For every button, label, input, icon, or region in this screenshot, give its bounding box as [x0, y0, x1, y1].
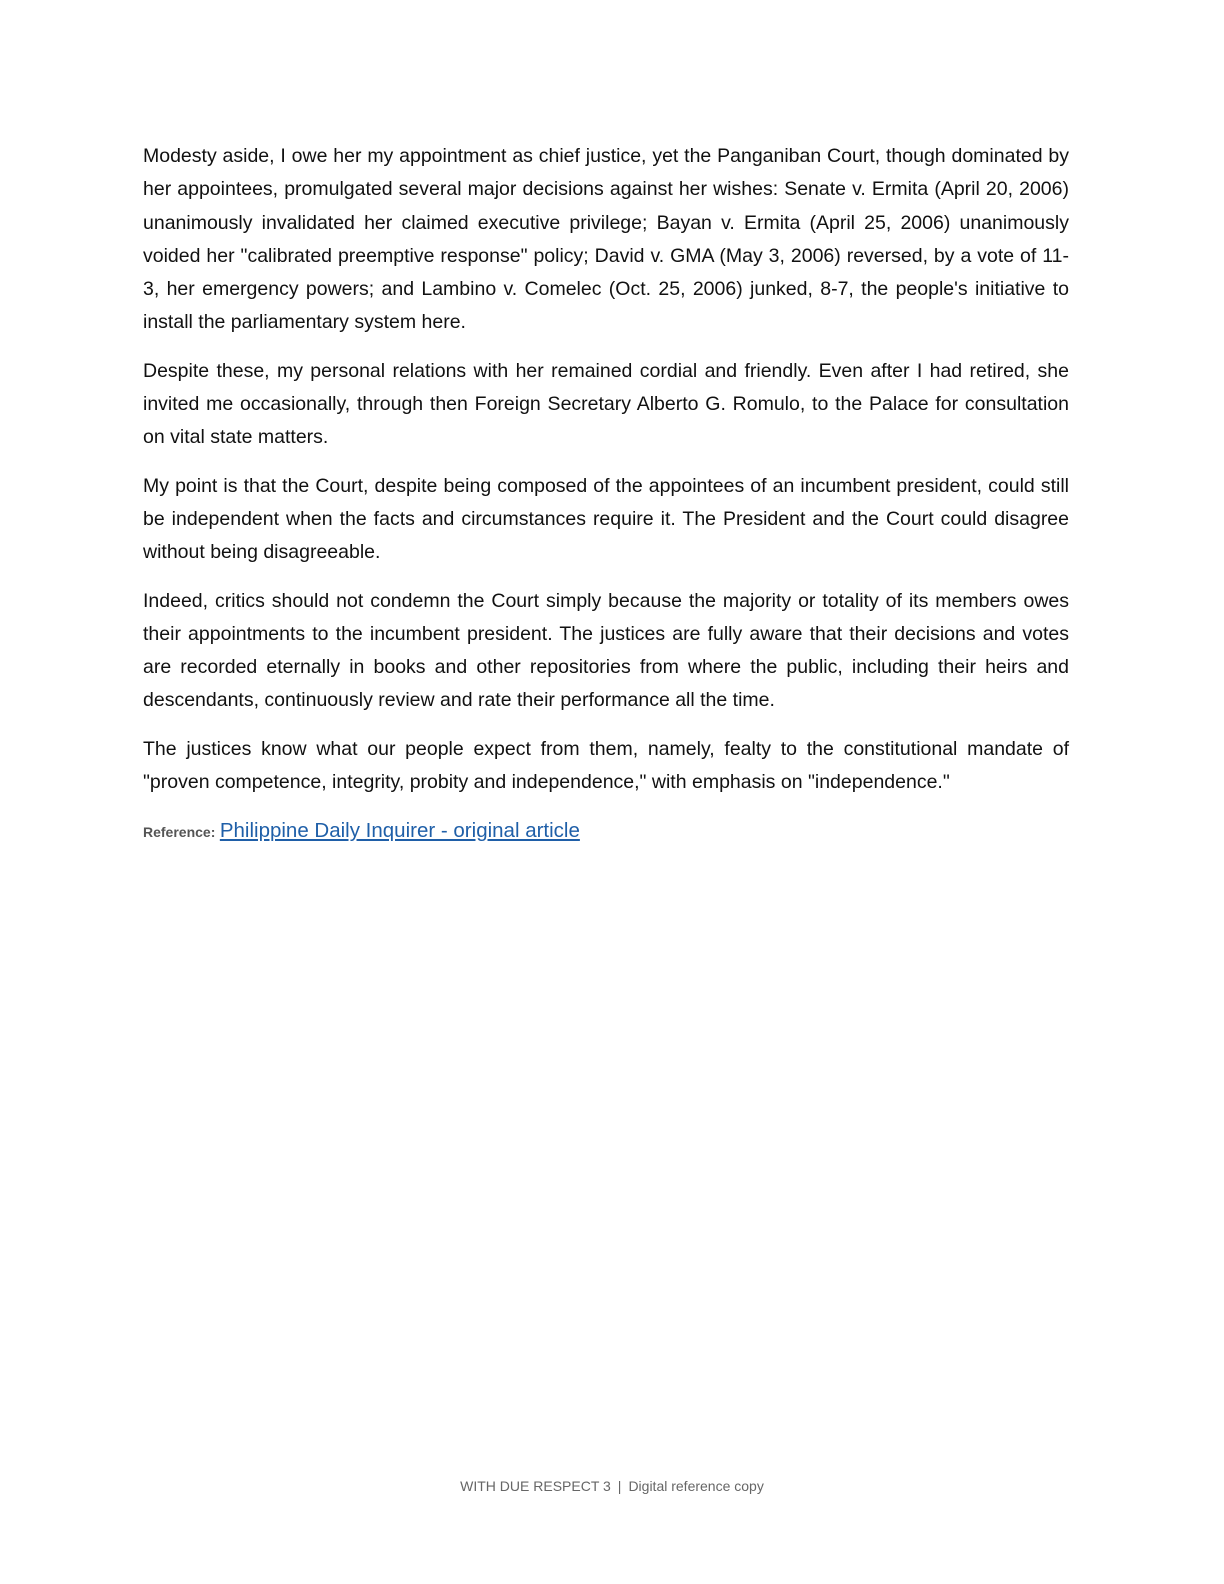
- paragraph: Modesty aside, I owe her my appointment as chief justice, yet the Panganiban Court, though dominated by her appointees, promulgated several major decisions against her wishes: Senate v. Ermita (April 20, 2006) unanimously invalidated her claimed executive privilege; Bayan v. Ermita (April 25, 2006) unanimously voided her "calibrated preemptive response" policy; David v. GMA (May 3, 2006) reversed, by a vote of 11-3, her emergency powers; and Lambino v. Comelec (Oct. 25, 2006) junked, 8-7, the people's initiative to install the parliamentary system here.: [143, 145, 1069, 334]
- reference-label: Reference:: [143, 824, 216, 841]
- page-footer: [0, 1478, 1224, 1494]
- reference-link[interactable]: Philippine Daily Inquirer - original article: [219, 819, 580, 843]
- footer-separator: |: [617, 1478, 622, 1494]
- footer-page-title: WITH DUE RESPECT 3: [460, 1478, 611, 1494]
- paragraph: The justices know what our people expect from them, namely, fealty to the constitutional mandate of "proven competence, integrity, probity and independence," with emphasis on "independence.": [143, 737, 1069, 794]
- paragraph: My point is that the Court, despite being composed of the appointees of an incumbent president, could still be independent when the facts and circumstances require it. The President and the Court could disagree without being disagreeable.: [143, 474, 1069, 564]
- reference-line: [143, 814, 1069, 849]
- footer-note: Digital reference copy: [628, 1478, 764, 1494]
- document-body: [143, 140, 1069, 849]
- paragraph: Despite these, my personal relations with her remained cordial and friendly. Even after I had retired, she invited me occasionally, through then Foreign Secretary Alberto G. Romulo, to the Palace for consultation on vital state matters.: [143, 359, 1069, 449]
- paragraph: Indeed, critics should not condemn the Court simply because the majority or totality of its members owes their appointments to the incumbent president. The justices are fully aware that their decisions and votes are recorded eternally in books and other repositories from where the public, including their heirs and descendants, continuously review and rate their performance all the time.: [143, 589, 1069, 712]
